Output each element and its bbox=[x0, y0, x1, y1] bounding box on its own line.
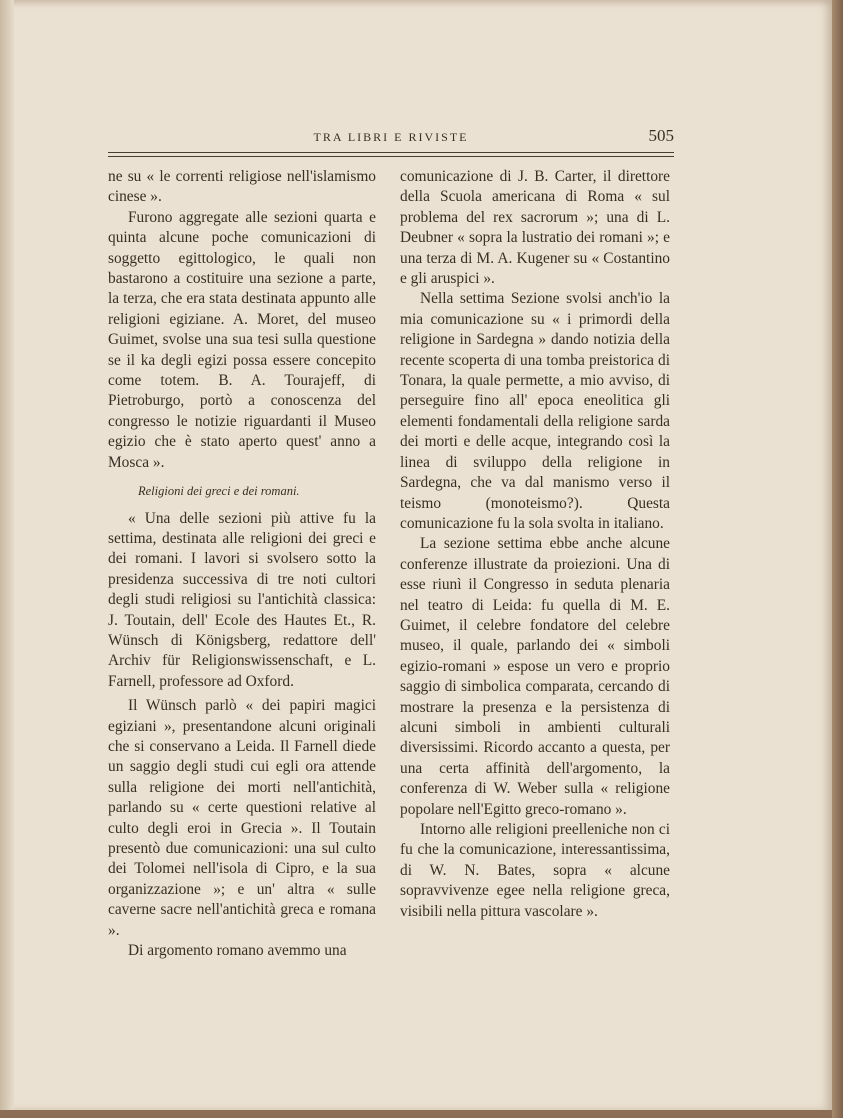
paragraph: Il Wünsch parlò « dei papiri magici egiziani », presentandone alcuni originali che si conservano a Leida. Il Farnell diede un saggio degli studi cui egli ora attende sulla religione dei morti nell'antichità, parlando su « certe questioni relative al culto degli eroi in Grecia ». Il Toutain presentò due comunicazioni: una sul culto dei Tolomei nell'isola di Cipro, e la sua organizzazione »; e un' altra « sulle caverne sacre nell'antichità greca e romana ». bbox=[108, 697, 376, 939]
paragraph: Nella settima Sezione svolsi anch'io la mia comunicazione su « i primordi della religione in Sardegna » dando notizia della recente scoperta di una tomba preistorica di Tonara, la quale permette, a mio avviso, di perseguire fino all' epoca eneolitica gli elementi fondamentali della religione sarda dei morti e delle acque, integrando così la linea di sviluppo della religione in Sardegna, che va dal manismo verso il teismo (monoteismo?). Questa comunicazione fu la sola svolta in italiano. bbox=[400, 290, 670, 532]
paragraph: comunicazione di J. B. Carter, il direttore della Scuola americana di Roma « sul problema del rex sacrorum »; una di L. Deubner « sopra la lustratio dei romani »; e una terza di M. A. Kugener su « Costantino e gli aruspici ». bbox=[400, 168, 670, 288]
paragraph: Furono aggregate alle sezioni quarta e quinta alcune poche comunicazioni di soggetto egittologico, le quali non bastarono a costituire una sezione a parte, la terza, che era stata destinata appunto alle religioni egiziane. A. Moret, del museo Guimet, svolse una sua tesi sulla questione se il ka degli egizi possa essere concepito come totem. B. A. Tourajeff, di Pietroburgo, portò a conoscenza del congresso le notizie riguardanti il Museo egizio che è stato aperto quest' anno a Mosca ». bbox=[108, 208, 376, 471]
right-column bbox=[400, 167, 670, 922]
paragraph: « Una delle sezioni più attive fu la settima, destinata alle religioni dei greci e dei romani. I lavori si svolsero sotto la presidenza successiva di tre noti cultori degli studi religiosi su l'antichità classica: J. Toutain, dell' Ecole des Hautes Et., R. Wünsch di Königsberg, redattore dell' Archiv für Religionswissenschaft, e L. Farnell, professore ad Oxford. bbox=[108, 509, 376, 690]
page-spine-shadow bbox=[0, 0, 14, 1110]
paragraph: La sezione settima ebbe anche alcune conferenze illustrate da proiezioni. Una di esse riunì il Congresso in seduta plenaria nel teatro di Leida: fu quella di M. E. Guimet, il celebre fondatore del celebre museo, il quale, parlando dei « simboli egizio-romani » espose un vero e proprio saggio di simbolica comparata, cercando di mostrare la presenza e la persistenza di alcuni simboli in ambienti culturali diversissimi. Ricordo accanto a questa, per una certa affinità dell'argomento, la conferenza di W. Weber sulla « religione popolare nell'Egitto greco-romano ». bbox=[400, 535, 670, 818]
header-rule bbox=[108, 152, 674, 153]
left-column bbox=[108, 167, 376, 961]
running-title: TRA LIBRI E RIVISTE bbox=[313, 130, 469, 144]
paragraph: ne su « le correnti religiose nell'islamismo cinese ». bbox=[108, 168, 376, 206]
paragraph: Di argomento romano avemmo una bbox=[128, 942, 347, 960]
page-number: 505 bbox=[648, 126, 674, 145]
section-subheading: Religioni dei greci e dei romani. bbox=[138, 484, 300, 499]
paragraph: Intorno alle religioni preelleniche non ci fu che la comunicazione, interessantissima, di W. N. Bates, sopra « alcune sopravvivenze egee nella religione greca, visibili nella pittura vascolare ». bbox=[400, 821, 670, 920]
book-edge bbox=[832, 0, 843, 1118]
header-rule-secondary bbox=[108, 156, 674, 157]
